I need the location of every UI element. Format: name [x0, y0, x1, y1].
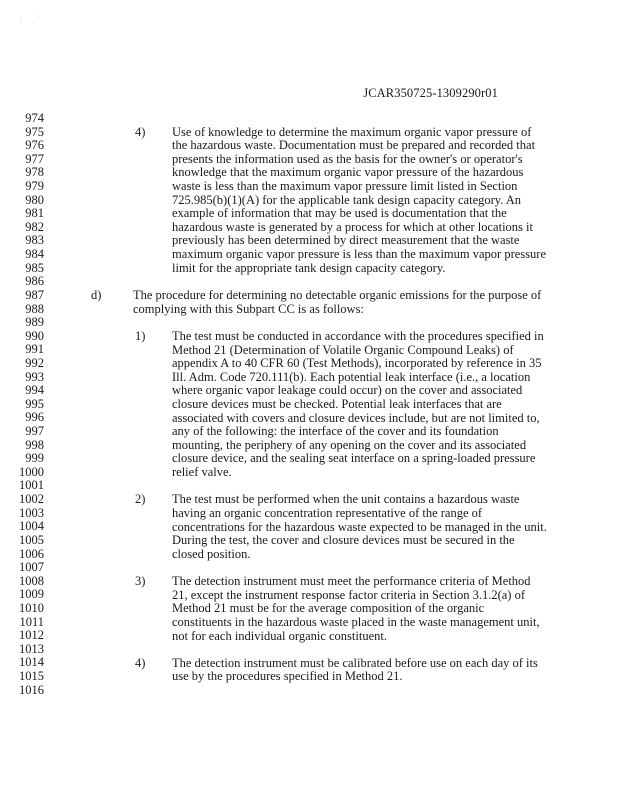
text-line: any of the following: the interface of the cover and its foundation	[172, 424, 499, 439]
text-line: mounting, the periphery of any opening on the cover and its associated	[172, 437, 527, 452]
line-number: 1011	[19, 614, 44, 629]
line-number: 1013	[19, 641, 44, 656]
line-number: 1000	[19, 464, 44, 479]
line-number: 991	[25, 342, 44, 357]
text-line: The test must be performed when the unit contains a hazardous waste	[172, 492, 520, 507]
list-marker: 4)	[135, 655, 146, 670]
text-line: complying with this Subpart CC is as follows:	[133, 301, 364, 316]
text-line: Method 21 (Determination of Volatile Organic Compound Leaks) of	[172, 342, 514, 357]
text-line: having an organic concentration representative of the range of	[172, 505, 483, 520]
line-number: 1010	[19, 600, 44, 615]
line-number: 983	[25, 233, 44, 248]
line-number: 1016	[19, 682, 44, 697]
text-line: Use of knowledge to determine the maximum organic vapor pressure of	[172, 124, 532, 139]
line-number: 990	[25, 328, 44, 343]
text-line: not for each individual organic constituent.	[172, 628, 387, 643]
list-marker: 2)	[135, 492, 146, 507]
line-number-column	[0, 112, 44, 697]
list-marker: 4)	[135, 124, 146, 139]
text-line: Ill. Adm. Code 720.111(b). Each potential leak interface (i.e., a location	[172, 369, 531, 384]
text-line: waste is less than the maximum vapor pressure limit listed in Section	[172, 179, 518, 194]
line-number: 995	[25, 396, 44, 411]
text-line: 725.985(b)(1)(A) for the applicable tank design capacity category. An	[172, 192, 522, 207]
line-number: 993	[25, 369, 44, 384]
text-line: During the test, the cover and closure devices must be secured in the	[172, 533, 515, 548]
line-number: 1007	[19, 560, 44, 575]
text-line: knowledge that the maximum organic vapor pressure of the hazardous	[172, 165, 524, 180]
line-number: 984	[25, 247, 44, 262]
text-line: associated with covers and closure devices include, but are not limited to,	[172, 410, 540, 425]
line-number: 1004	[19, 519, 44, 534]
line-number: 1014	[19, 655, 44, 670]
line-number: 1008	[19, 573, 44, 588]
text-line: maximum organic vapor pressure is less than the maximum vapor pressure	[172, 247, 546, 262]
line-number: 977	[25, 151, 44, 166]
line-number: 982	[25, 219, 44, 234]
line-number: 980	[25, 192, 44, 207]
text-line: The procedure for determining no detectable organic emissions for the purpose of	[133, 288, 542, 303]
text-line: where organic vapor leakage could occur) on the cover and associated	[172, 383, 523, 398]
text-line: 21, except the instrument response factor criteria in Section 3.1.2(a) of	[172, 587, 526, 602]
text-line: presents the information used as the basis for the owner's or operator's	[172, 151, 523, 166]
list-marker: 1)	[135, 328, 146, 343]
line-number: 981	[25, 206, 44, 221]
line-number: 1012	[19, 628, 44, 643]
line-number: 999	[25, 451, 44, 466]
text-line: The detection instrument must meet the performance criteria of Method	[172, 574, 531, 589]
text-line: previously has been determined by direct measurement that the waste	[172, 233, 520, 248]
document-id: JCAR350725-1309290r01	[363, 86, 498, 100]
text-line: hazardous waste is generated by a process for which at other locations it	[172, 219, 533, 234]
text-line: use by the procedures specified in Method 21.	[172, 669, 403, 684]
line-number: 989	[25, 315, 44, 330]
line-number: 974	[25, 111, 44, 125]
text-line: constituents in the hazardous waste placed in the waste management unit,	[172, 614, 540, 629]
line-number: 1006	[19, 546, 44, 561]
scan-artifact: | '	[20, 14, 40, 24]
text-line: closed position.	[172, 546, 251, 561]
text-line: closure device, and the sealing seat interface on a spring-loaded pressure	[172, 451, 536, 466]
line-number: 996	[25, 410, 44, 425]
line-number: 992	[25, 355, 44, 370]
text-line: appendix A to 40 CFR 60 (Test Methods), incorporated by reference in 35	[172, 356, 542, 371]
text-line: concentrations for the hazardous waste expected to be managed in the unit.	[172, 519, 547, 534]
line-number: 997	[25, 424, 44, 439]
text-line: relief valve.	[172, 465, 232, 479]
line-number: 1002	[19, 492, 44, 507]
line-number: 1015	[19, 668, 44, 683]
text-line: Method 21 must be for the average composition of the organic	[172, 601, 485, 616]
line-number: 1009	[19, 587, 44, 602]
list-marker: 3)	[135, 574, 146, 589]
text-line: The detection instrument must be calibrated before use on each day of its	[172, 655, 538, 670]
line-number: 979	[25, 179, 44, 194]
line-number: 1001	[19, 478, 44, 493]
line-number: 1003	[19, 505, 44, 520]
text-line: closure devices must be checked. Potential leak interfaces that are	[172, 396, 502, 411]
text-line: example of information that may be used is documentation that the	[172, 206, 507, 221]
line-number: 985	[25, 260, 44, 275]
line-number: 976	[25, 138, 44, 153]
list-marker: d)	[91, 288, 102, 303]
line-number: 978	[25, 165, 44, 180]
text-line: limit for the appropriate tank design capacity category.	[172, 260, 446, 275]
line-number: 975	[25, 124, 44, 139]
line-number: 994	[25, 383, 44, 398]
line-number: 998	[25, 437, 44, 452]
line-number: 987	[25, 287, 44, 302]
text-line: The test must be conducted in accordance with the procedures specified in	[172, 328, 544, 343]
text-line: the hazardous waste. Documentation must be prepared and recorded that	[172, 138, 536, 153]
line-number: 986	[25, 274, 44, 289]
line-number: 988	[25, 301, 44, 316]
line-number: 1005	[19, 532, 44, 547]
